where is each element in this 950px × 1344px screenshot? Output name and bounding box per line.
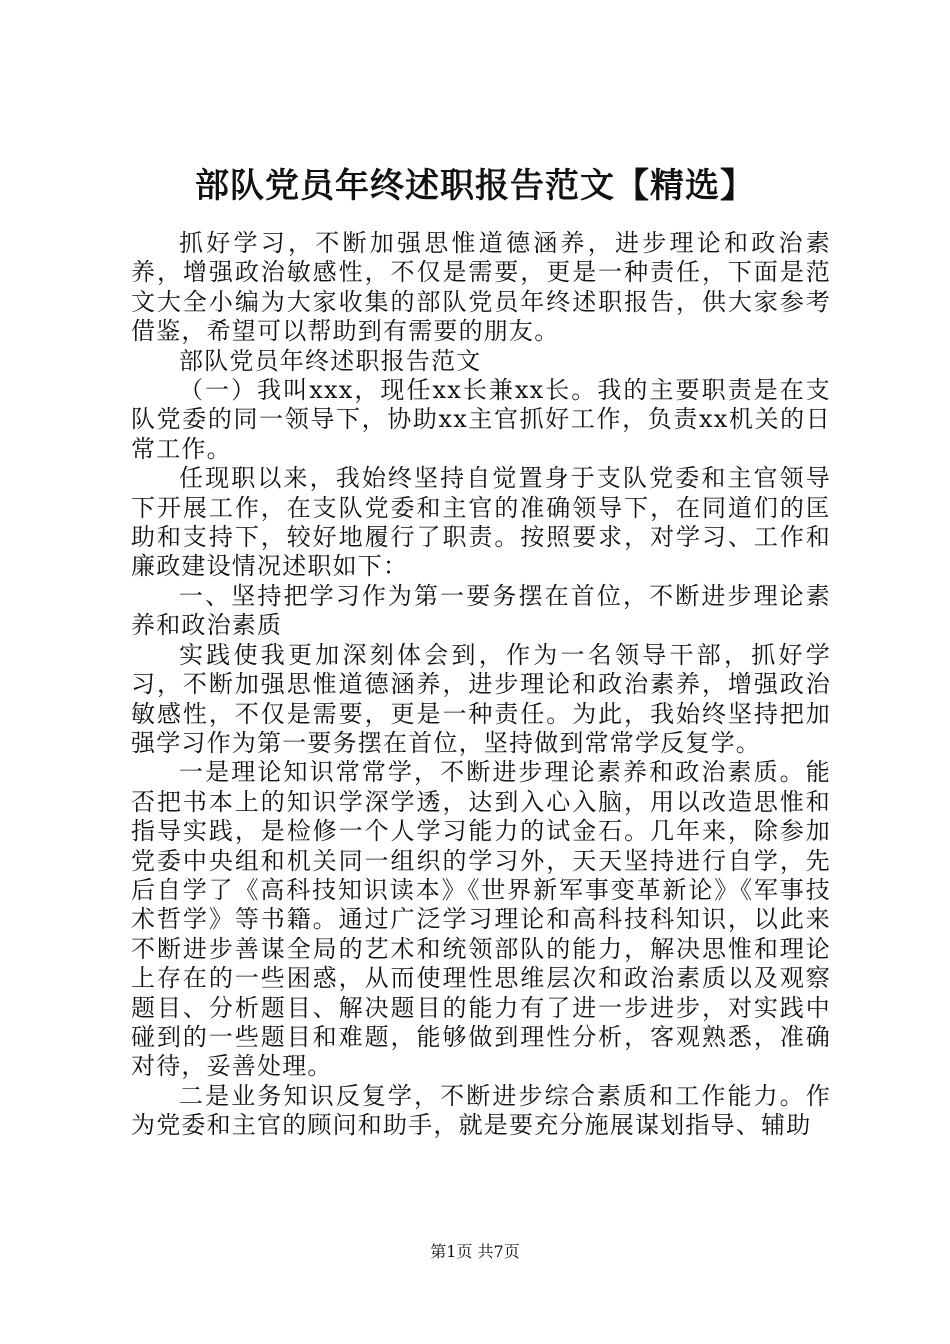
paragraph-overview: 任现职以来，我始终坚持自觉置身于支队党委和主官领导下开展工作，在支队党委和主官的准确领导下，在同道们的匡助和支持下，较好地履行了职责。按照要求，对学习、工作和廉政建设情况述职如下： bbox=[131, 464, 831, 581]
paragraph-self-introduction: （一）我叫xxx，现任xx长兼xx长。我的主要职责是在支队党委的同一领导下，协助xx主官抓好工作，负责xx机关的日常工作。 bbox=[131, 376, 831, 463]
document-title: 部队党员年终述职报告范文【精选】 bbox=[195, 166, 755, 206]
paragraph-subtitle: 部队党员年终述职报告范文 bbox=[179, 346, 482, 375]
page-number-footer: 第1页 共7页 bbox=[430, 1242, 520, 1261]
paragraph-business-study: 二是业务知识反复学，不断进步综合素质和工作能力。作为党委和主官的顾问和助手，就是要充分施展谋划指导、辅助 bbox=[131, 1081, 831, 1140]
paragraph-study-importance: 实践使我更加深刻体会到，作为一名领导干部，抓好学习，不断加强思惟道德涵养，进步理论和政治素养，增强政治敏感性，不仅是需要，更是一种责任。为此，我始终坚持把加强学习作为第一要务摆在首位，坚持做到常常学反复学。 bbox=[131, 640, 831, 757]
section-heading-1: 一、坚持把学习作为第一要务摆在首位，不断进步理论素养和政治素质 bbox=[131, 581, 831, 640]
paragraph-intro: 抓好学习，不断加强思惟道德涵养，进步理论和政治素养，增强政治敏感性，不仅是需要，更是一种责任，下面是范文大全小编为大家收集的部队党员年终述职报告，供大家参考借鉴，希望可以帮助到有需要的朋友。 bbox=[131, 229, 831, 346]
paragraph-theory-study: 一是理论知识常常学，不断进步理论素养和政治素质。能否把书本上的知识学深学透，达到入心入脑，用以改造思惟和指导实践，是检修一个人学习能力的试金石。几年来，除参加党委中央组和机关同一组织的学习外，天天坚持进行自学，先后自学了《高科技知识读本》《世界新军事变革新论》《军事技术哲学》等书籍。通过广泛学习理论和高科技科知识，以此来不断进步善谋全局的艺术和统领部队的能力，解决思惟和理论上存在的一些困惑，从而使理性思维层次和政治素质以及观察题目、分析题目、解决题目的能力有了进一步进步，对实践中碰到的一些题目和难题，能够做到理性分析，客观熟悉，准确对待，妥善处理。 bbox=[131, 758, 831, 1081]
document-body bbox=[131, 229, 831, 1141]
